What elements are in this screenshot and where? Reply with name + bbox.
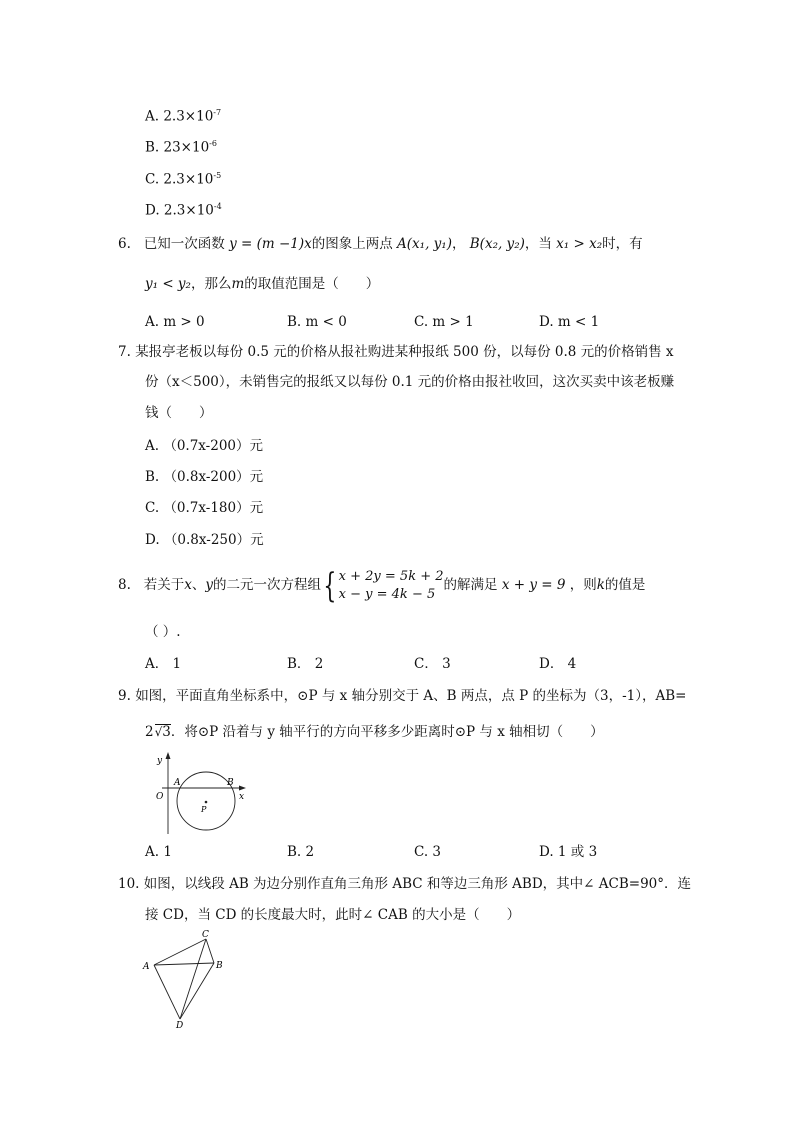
option-c: C. $2.3\times 10^{-5}$ (145, 171, 222, 188)
math-expression: x₁ > x₂ (556, 236, 603, 252)
point-d-label: D (176, 1021, 184, 1030)
equation-system: x + 2y = 5k + 2 x − y = 4k − 5 (338, 568, 444, 602)
question-7-line-2: 份（x＜500），未销售完的报纸又以每份 0.1 元的价格由报社收回，这次买卖中该老板赚 (145, 374, 675, 390)
point-b-label: B (227, 778, 234, 788)
math-expression: A(x₁, y₁) (397, 236, 452, 252)
option-d: D. 1 或 3 (539, 844, 598, 860)
brace-symbol: { (323, 565, 337, 606)
math-expression: y₁ < y₂ (145, 276, 191, 292)
point-p-label: P (201, 805, 207, 814)
question-6-line-1: 6. 已知一次函数 y = (m −1)x的图象上两点 A(x₁, y₁)， B(x₂, y₂)，当 x₁ > x₂时，有 (118, 236, 643, 252)
y-axis-label: y (157, 756, 163, 766)
option-c: C. m > 1 (414, 314, 474, 330)
question-8-line-1: 8. 若关于x、y的二元一次方程组{ x + 2y = 5k + 2 x − y = 4k − 5的解满足 x + y = 9 ，则k的值是 (118, 565, 646, 606)
question-8-line-2: （ ）. (145, 624, 181, 640)
question-9-line-1: 9. 如图，平面直角坐标系中，⊙P 与 x 轴分别交于 A、B 两点，点 P 的坐标为（3，-1），AB= (118, 688, 687, 704)
question-7-line-3: 钱（ ） (145, 405, 213, 421)
point-a-label: A (174, 778, 181, 788)
math-expression: B(x₂, y₂) (469, 236, 525, 252)
math-expression: y = (m −1)x (229, 236, 312, 252)
option-d: D. m < 1 (539, 314, 600, 330)
question-6-line-2: y₁ < y₂，那么m的取值范围是（ ） (145, 276, 380, 292)
option-b: B. m < 0 (287, 314, 347, 330)
coordinate-circle-figure (148, 750, 248, 836)
point-a-label: A (143, 962, 150, 972)
question-7-line-1: 7. 某报亭老板以每份 0.5 元的价格从报社购进某种报纸 500 份，以每份 0.8 元的价格销售 x (118, 344, 674, 360)
question-9-line-2: 2√3．将⊙P 沿着与 y 轴平行的方向平移多少距离时⊙P 与 x 轴相切（ ） (145, 724, 604, 740)
point-c-label: C (202, 930, 209, 940)
option-a: A． 1 (145, 656, 182, 672)
option-a: A. m > 0 (145, 314, 205, 330)
option-c: C． 3 (414, 656, 451, 672)
option-d: D． 4 (539, 656, 577, 672)
option-c: C. （0.7x-180）元 (145, 500, 264, 516)
option-b: B． 2 (287, 656, 324, 672)
option-d: D. （0.8x-250）元 (145, 532, 264, 548)
option-d: D. $2.3\times 10^{-4}$ (145, 202, 222, 219)
option-a: A. $2.3\times 10^{-7}$ (145, 108, 222, 125)
question-10-line-1: 10. 如图，以线段 AB 为边分别作直角三角形 ABC 和等边三角形 ABD，其中∠ ACB=90°．连 (118, 876, 691, 892)
origin-label: O (156, 792, 164, 802)
option-b: B. $23\times 10^{-6}$ (145, 139, 217, 156)
option-a: A. 1 (145, 844, 172, 860)
x-axis-label: x (239, 792, 245, 802)
option-b: B. 2 (287, 844, 315, 860)
point-b-label: B (216, 961, 223, 971)
option-b: B. （0.8x-200）元 (145, 469, 264, 485)
question-10-line-2: 接 CD，当 CD 的长度最大时，此时∠ CAB 的大小是（ ） (145, 907, 521, 923)
option-c: C. 3 (414, 844, 442, 860)
triangle-figure (140, 928, 230, 1030)
question-number: 6. (118, 236, 131, 252)
option-a: A. （0.7x-200）元 (145, 438, 264, 454)
